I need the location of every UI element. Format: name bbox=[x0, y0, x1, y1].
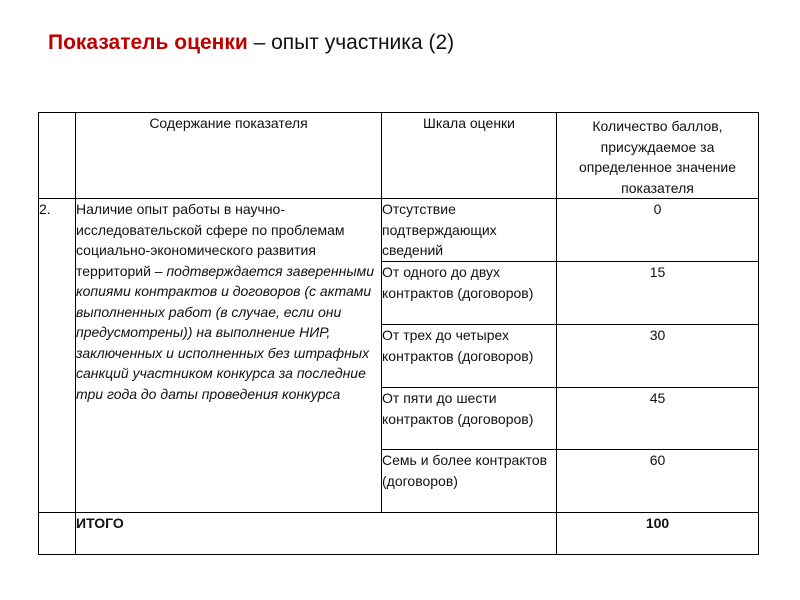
row-number: 2. bbox=[39, 199, 76, 513]
points-cell: 60 bbox=[557, 450, 759, 513]
header-content: Содержание показателя bbox=[76, 113, 382, 199]
scale-cell: От одного до двух контрактов (договоров) bbox=[382, 262, 557, 325]
total-label: ИТОГО bbox=[76, 513, 557, 555]
header-scale: Шкала оценки bbox=[382, 113, 557, 199]
indicator-content-plain: Наличие опыт работы в научно-исследовательской сфере по проблемам социально-экономического развития территорий – bbox=[76, 201, 345, 279]
points-cell: 0 bbox=[557, 199, 759, 262]
title-accent: Показатель оценки bbox=[48, 31, 248, 54]
total-number-cell bbox=[39, 513, 76, 555]
scale-cell: От пяти до шести контрактов (договоров) bbox=[382, 388, 557, 450]
page-title bbox=[48, 31, 454, 55]
points-cell: 45 bbox=[557, 388, 759, 450]
scale-cell: Семь и более контрактов (договоров) bbox=[382, 450, 557, 513]
scale-cell: От трех до четырех контрактов (договоров) bbox=[382, 325, 557, 388]
total-row bbox=[39, 513, 759, 555]
indicator-content bbox=[76, 199, 382, 513]
header-row bbox=[39, 113, 759, 199]
header-points: Количество баллов, присуждаемое за определенное значение показателя bbox=[557, 113, 759, 199]
title-rest: – опыт участника (2) bbox=[247, 31, 455, 54]
evaluation-table bbox=[38, 112, 759, 555]
header-number bbox=[39, 113, 76, 199]
points-cell: 30 bbox=[557, 325, 759, 388]
table-row bbox=[39, 199, 759, 262]
indicator-content-italic: подтверждается заверенными копиями контрактов и договоров (с актами выполненных работ (в случае, если они предусмотрены)) на выполнение НИР, заключенных и исполненных без штрафных санкций участником конкурса за последние три года до даты проведения конкурса bbox=[76, 262, 375, 402]
total-points: 100 bbox=[557, 513, 759, 555]
scale-cell: Отсутствие подтверждающих сведений bbox=[382, 199, 557, 262]
points-cell: 15 bbox=[557, 262, 759, 325]
